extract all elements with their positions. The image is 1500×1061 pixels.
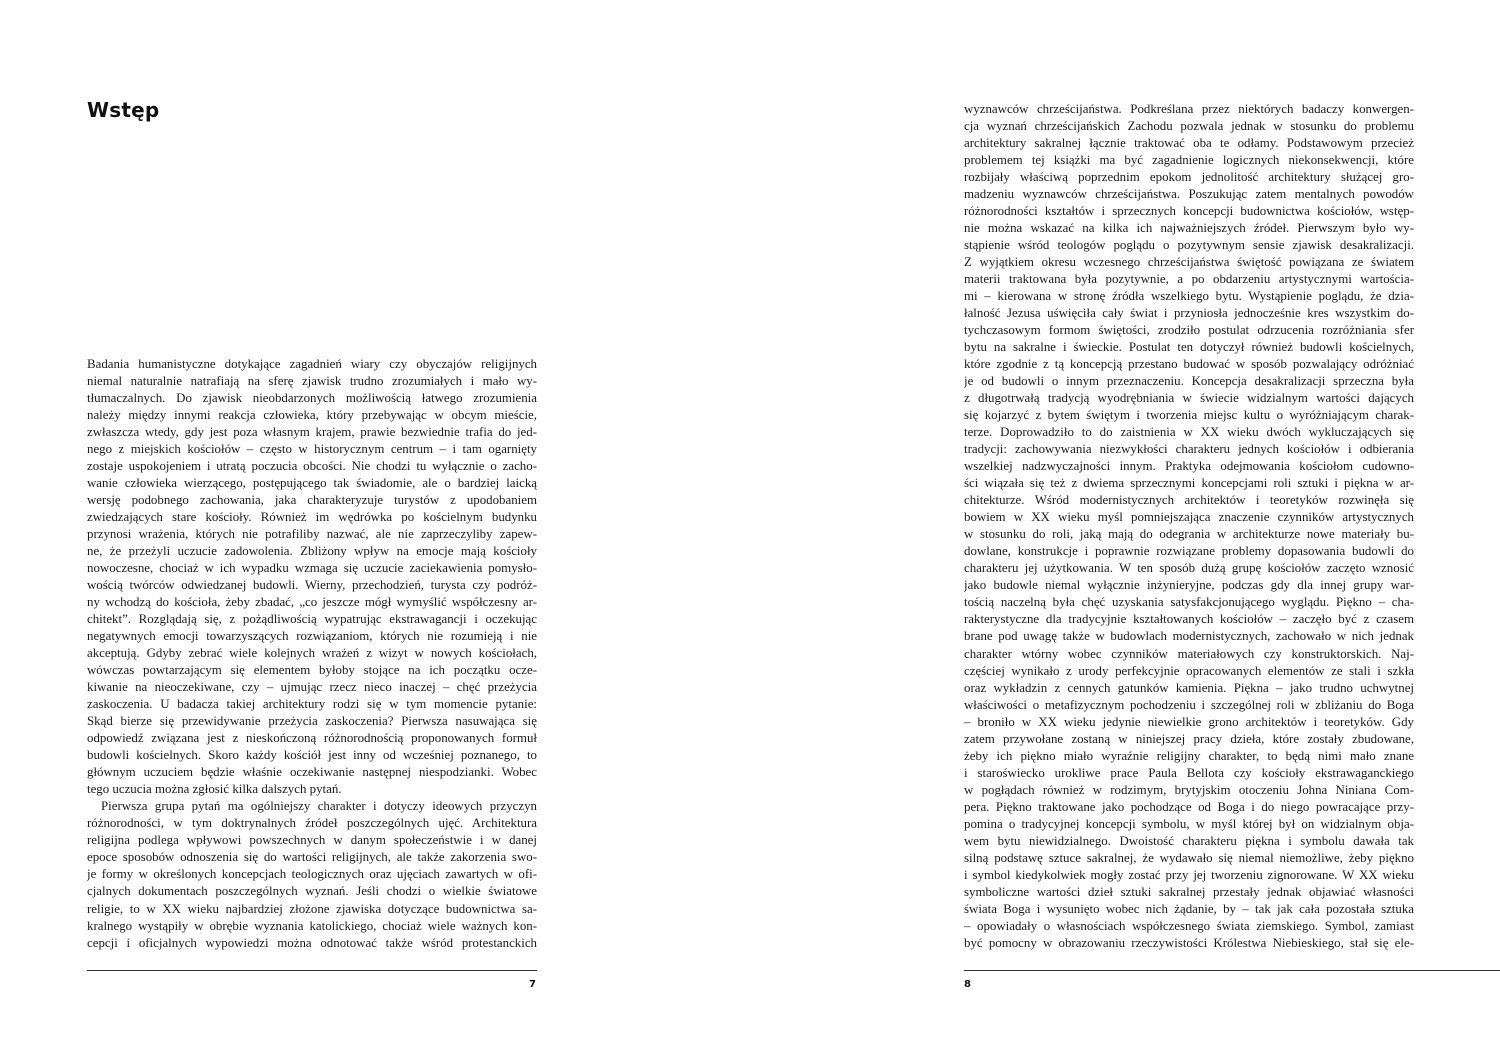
text-line: tego uczucia można zgłosić kilka dalszych pytań. bbox=[87, 782, 342, 797]
left-body-text bbox=[87, 356, 537, 952]
text-line: ści wiązała się też z dwiema sprzecznymi koncepcjami roli sztuki i piękna w ar- bbox=[964, 476, 1414, 491]
text-line: cjalnych dokumentach poszczególnych wyznań. Jeśli chodzi o wielkie światowe bbox=[87, 884, 537, 899]
text-line: zwiedzających stare kościoły. Również im wędrówka po kościelnym budynku bbox=[87, 510, 537, 525]
text-line: zatem przywołane zostaną w niniejszej pracy dzieła, które zostały zbudowane, bbox=[964, 731, 1414, 746]
text-line: architektury sakralnej łącznie traktować oba te odłamy. Podstawowym przecież bbox=[964, 136, 1414, 151]
text-line: kralnego wystąpiły w obrębie wyznania katolickiego, chociaż wiele ważnych kon- bbox=[87, 918, 537, 933]
text-line: – broniło w XX wieku jedynie niewielkie grono architektów i teoretyków. Gdy bbox=[964, 714, 1414, 729]
page-number: 7 bbox=[529, 979, 536, 990]
text-line: wersję podobnego zachowania, jaka charakteryzuje turystów z upodobaniem bbox=[87, 493, 537, 508]
text-line: epoce sposobów odnoszenia się do wartości religijnych, ale także zakorzenia swo- bbox=[87, 850, 537, 865]
text-line: stąpienie wśród teologów poglądu o pozytywnym sensie zjawisk desakralizacji. bbox=[964, 238, 1414, 253]
text-line: nego z miejskich kościołów – często w historycznym centrum – i tam ogarnięty bbox=[87, 442, 537, 457]
text-line: ne, że przeżyli uczucie zadowolenia. Zbliżony wpływ na emocje mają kościoły bbox=[87, 544, 537, 559]
text-line: się kojarzyć z bytem świętym i tworzenia miejsc kultu o wyróżniającym charak- bbox=[964, 408, 1414, 423]
right-body-text bbox=[964, 101, 1414, 952]
page-number: 8 bbox=[964, 979, 971, 990]
text-line: nie można wskazać na kilka ich najważniejszych źródeł. Pierwszym było wy- bbox=[964, 221, 1414, 236]
text-line: tłumaczalnych. Do zjawisk nieobdarzonych możliwością łatwego zrozumienia bbox=[87, 391, 537, 406]
text-line: charakteru jej użytkowania. W ten sposób dużą grupę kościołów zaczęto wznosić bbox=[964, 561, 1414, 576]
text-line: – opowiadały o własnościach współczesnego świata ziemskiego. Symbol, zamiast bbox=[964, 918, 1414, 933]
text-line: i staroświecko urokliwe prace Paula Bellota czy kościoły ekstrawaganckiego bbox=[964, 765, 1414, 780]
text-line: religijna podlega wpływowi powszechnych w danym społeczeństwie i w danej bbox=[87, 833, 537, 848]
text-line: pomina o tradycyjnej koncepcji symbolu, w myśl której był on widzialnym obja- bbox=[964, 816, 1414, 831]
text-line: chitekturze. Wśród modernistycznych architektów i teoretyków rozwinęła się bbox=[964, 493, 1414, 508]
text-line: akceptują. Gdyby zebrać wiele kolejnych wrażeń z wizyt w nowych kościołach, bbox=[87, 646, 537, 661]
text-line: rakterystyczne dla tradycyjnie kształtowanych kościołów – zaczęło być z czasem bbox=[964, 612, 1414, 627]
text-line: tychczasowym formom świętości, zrodziło postulat odrzucenia rozróżniania sfer bbox=[964, 323, 1414, 338]
text-line: bytu na sakralne i świeckie. Postulat ten dotyczył również budowli kościelnych, bbox=[964, 340, 1414, 355]
text-line: być pomocny w obrazowaniu rzeczywistości Królestwa Niebieskiego, stał się ele- bbox=[964, 935, 1414, 950]
text-line: przynosi wrażenia, których nie potrafiliby nazwać, ale nie zaprzeczyliby zapew- bbox=[87, 527, 537, 542]
text-line: zostaje uspokojeniem i utratą poczucia obcości. Nie chodzi tu wyłącznie o zacho- bbox=[87, 459, 537, 474]
text-line: częściej wynikało z urody perfekcyjnie opracowanych elementów ze stali i szkła bbox=[964, 663, 1414, 678]
text-line: Badania humanistyczne dotykające zagadnień wiary czy obyczajów religijnych bbox=[87, 357, 537, 371]
text-line: wem bytu niewidzialnego. Dwoistość charakteru piękna i symbolu dawała tak bbox=[964, 833, 1414, 848]
text-line: żeby ich piękno miało wyraźnie religijny charakter, to będą nimi mało znane bbox=[964, 748, 1414, 763]
text-line: nowoczesne, chociaż w ich wypadku wzmaga się uczucie zaciekawienia pomysło- bbox=[87, 561, 537, 576]
text-line: różnorodności kształtów i sprzecznych koncepcji budownictwa kościołów, wstęp- bbox=[964, 204, 1414, 219]
text-line: problemem tej książki ma być zagadnienie logicznych niekonsekwencji, które bbox=[964, 153, 1414, 168]
text-line: jako budowle niemal wyłącznie inżynieryjne, podczas gdy dla innej grupy war- bbox=[964, 578, 1414, 593]
text-line: silną podstawę sztuce sakralnej, że wydawało się niemal niemożliwe, żeby piękno bbox=[964, 850, 1414, 865]
paragraph bbox=[87, 356, 537, 798]
text-line: zwłaszcza wtedy, gdy jest poza własnym krajem, prawie bezwiednie trafia do jed- bbox=[87, 425, 537, 440]
footer-rule bbox=[964, 970, 1500, 971]
text-line: wyznawców chrześcijaństwa. Podkreślana przez niektórych badaczy konwergen- bbox=[964, 102, 1414, 116]
text-line: w pogłądach również w rodzimym, brytyjskim otoczeniu Johna Niniana Com- bbox=[964, 782, 1414, 797]
paragraph bbox=[87, 798, 537, 951]
text-line: dowlane, konstrukcje i poprawnie rozwiązane problemy dopasowania budowli do bbox=[964, 544, 1414, 559]
text-line: niemal naturalnie natrafiają na sferę zjawisk trudno zrozumiałych i mało wy- bbox=[87, 374, 537, 389]
paragraph bbox=[964, 101, 1414, 952]
text-line: terze. Doprowadziło to do zaistnienia w XX wieku dwóch wykluczających się bbox=[964, 425, 1414, 440]
text-line: różnorodności, w tym doktrynalnych źródeł poszczególnych ujęć. Architektura bbox=[87, 816, 537, 831]
text-line: rozbijały właściwą poprzednim epokom jednolitość architektury służącej gro- bbox=[964, 170, 1414, 185]
text-line: madzeniu wyznawców chrześcijaństwa. Poszukując zatem mentalnych powodów bbox=[964, 187, 1414, 202]
text-line: pera. Piękno traktowane jako pochodzące od Boga i do niego powracające przy- bbox=[964, 799, 1414, 814]
text-line: je formy w określonych koncepcjach teologicznych oraz ujęciach zawartych w ofi- bbox=[87, 867, 537, 882]
text-line: cja wyznań chrześcijańskich Zachodu pozwala jednak w stosunku do problemu bbox=[964, 119, 1414, 134]
text-line: wówczas powtarzającym się elementem byłoby stojące na ich początku ocze- bbox=[87, 663, 537, 678]
text-line: ny wchodzą do kościoła, żeby zbadać, „co jeszcze mógł wymyślić współczesny ar- bbox=[87, 595, 537, 610]
text-line: brane pod uwagę także w budowlach modernistycznych, zachowało w nich jednak bbox=[964, 629, 1414, 644]
text-line: które zgodnie z tą koncepcją przestano budować w sposób pozwalający odróżniać bbox=[964, 357, 1414, 372]
text-line: cepcji i oficjalnych wypowiedzi można odnotować także wśród protestanckich bbox=[87, 935, 537, 950]
text-line: odpowiedź związana jest z nieskończoną różnorodnością proponowanych formuł bbox=[87, 731, 537, 746]
text-line: je od budowli o innym przeznaczeniu. Koncepcja desakralizacji sprzeczna była bbox=[964, 374, 1414, 389]
text-line: charakter wtórny wobec czynników materiałowych czy konstruktorskich. Naj- bbox=[964, 646, 1414, 661]
text-line: kiwanie na nieoczekiwane, czy – ujmując rzecz nieco inaczej – chęć przeżycia bbox=[87, 680, 537, 695]
right-page bbox=[750, 0, 1500, 1061]
text-line: i symbol kiedykolwiek mogły zostać przy jej tworzeniu zignorowane. W XX wieku bbox=[964, 867, 1414, 882]
text-line: bowiem w XX wieku myśl pomniejszająca znaczenie czynników artystycznych bbox=[964, 510, 1414, 525]
text-line: wością twórców odwiedzanej budowli. Wierny, przechodzień, turysta czy podróż- bbox=[87, 578, 537, 593]
text-line: materii traktowana była pozytywnie, a po obdarzeniu artystycznymi wartościa- bbox=[964, 272, 1414, 287]
text-line: świata Boga i wysunięto wobec nich żądanie, by – tak jak cała pozostała sztuka bbox=[964, 901, 1414, 916]
text-line: oraz wykładzin z cennych gatunków kamienia. Piękna – jako trudno uchwytnej bbox=[964, 680, 1414, 695]
text-line: zaskoczenia. U badacza takiej architektury rodzi się w tym momencie pytanie: bbox=[87, 697, 537, 712]
text-line: symboliczne wartości dzieł sztuki sakralnej przestały jednak objawiać własności bbox=[964, 884, 1414, 899]
text-line: z długotrwałą tradycją wyodrębniania w świecie widzialnym wartości dających bbox=[964, 391, 1414, 406]
text-line: właściwości o metafizycznym pochodzeniu i szczególnej roli w zbliżaniu do Boga bbox=[964, 697, 1414, 712]
text-line: tradycji: zachowywania niezwykłości charakteru jednych kościołów i odbierania bbox=[964, 442, 1414, 457]
footer-rule bbox=[87, 970, 537, 971]
text-line: chitekt”. Rozglądają się, z pożądliwością wypatrując ekstrawagancji i oczekując bbox=[87, 612, 537, 627]
text-line: należy między innymi reakcja człowieka, który przebywając w obcym mieście, bbox=[87, 408, 537, 423]
text-line: łalność Jezusa uświęciła cały świat i przyniosła jednocześnie kres wszystkim do- bbox=[964, 306, 1414, 321]
text-line: głównym uczuciem będzie właśnie oczekiwanie następnej niespodzianki. Wobec bbox=[87, 765, 537, 780]
text-line: religie, to w XX wieku najbardziej złożone zjawiska dotyczące budownictwa sa- bbox=[87, 901, 537, 916]
text-line: Pierwsza grupa pytań ma ogólniejszy charakter i dotyczy ideowych przyczyn bbox=[101, 799, 537, 814]
text-line: mi – kierowana w stronę źródła wszelkiego bytu. Wystąpienie poglądu, że dzia- bbox=[964, 289, 1414, 304]
text-line: Z wyjątkiem okresu wczesnego chrześcijaństwa świętość powiązana ze światem bbox=[964, 255, 1414, 270]
text-line: wszelkiej nadzwyczajności innym. Praktyka odejmowania kościołom cudowno- bbox=[964, 459, 1414, 474]
text-line: Skąd bierze się przewidywanie przeżycia zaskoczenia? Pierwsza nasuwająca się bbox=[87, 714, 537, 729]
text-line: wanie człowieka wierzącego, postępującego tak świadomie, ale o bardziej laicką bbox=[87, 476, 537, 491]
text-line: budowli kościelnych. Skoro każdy kościół jest inny od wcześniej poznanego, to bbox=[87, 748, 537, 763]
text-line: negatywnych emocji towarzyszących rozwiązaniom, których nie rozumieją i nie bbox=[87, 629, 537, 644]
chapter-title: Wstęp bbox=[87, 98, 160, 122]
text-line: tością naczelną była chęć uzyskania satysfakcjonującego wyglądu. Piękno – cha- bbox=[964, 595, 1414, 610]
text-line: w stosunku do roli, jaką mają do odegrania w architekturze nowe materiały bu- bbox=[964, 527, 1414, 542]
